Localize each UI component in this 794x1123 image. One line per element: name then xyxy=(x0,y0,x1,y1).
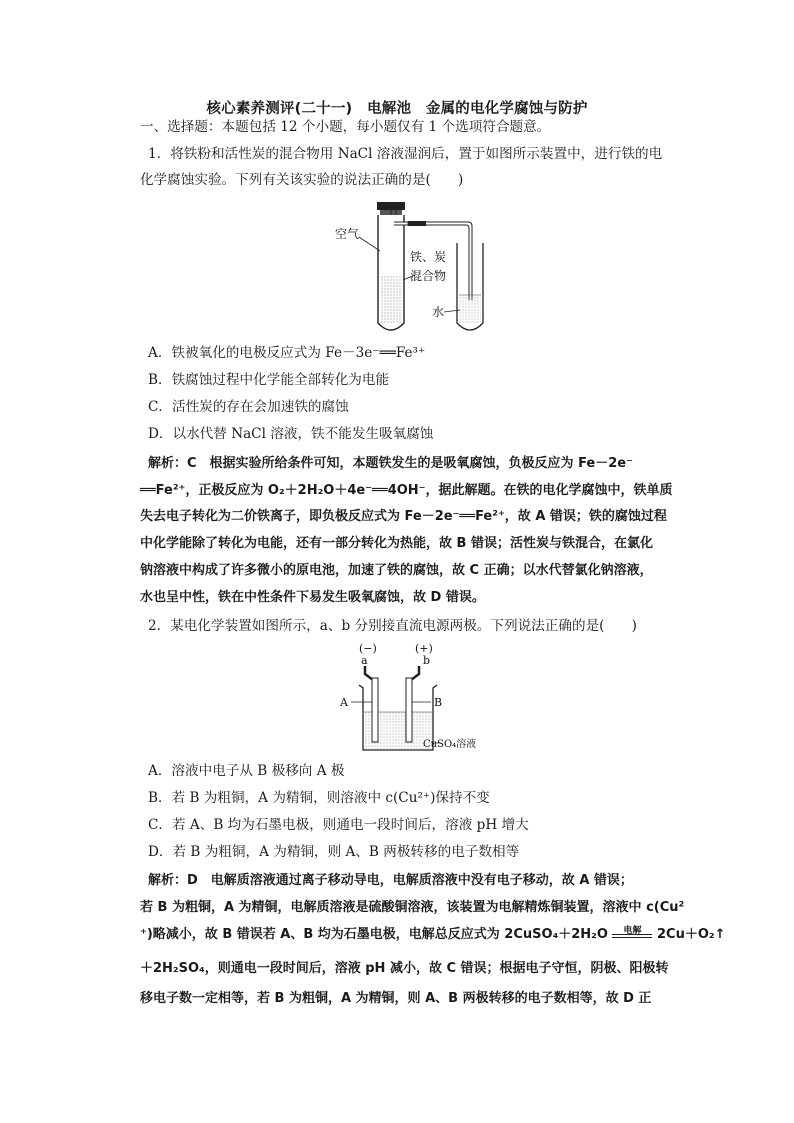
rubber-tube xyxy=(408,221,426,226)
label-A: A xyxy=(340,696,348,709)
q1-option-b: B．铁腐蚀过程中化学能全部转化为电能 xyxy=(148,372,390,388)
section-heading: 一、选择题：本题包括 12 个小题，每小题仅有 1 个选项符合题意。 xyxy=(140,119,551,135)
q2-option-c: C．若 A、B 均为石墨电极，则通电一段时间后，溶液 pH 增大 xyxy=(148,817,529,833)
q2-answer-line-2: 若 B 为粗铜，A 为精铜，电解质溶液是硫酸铜溶液，该装置为电解精炼铜装置，溶液中 c(Cu² xyxy=(140,900,685,915)
label-negative: (−) xyxy=(359,642,377,655)
page-title: 核心素养测评(二十一) 电解池 金属的电化学腐蚀与防护 xyxy=(206,101,588,117)
label-positive: (+) xyxy=(415,642,433,655)
electrode-b xyxy=(406,678,412,742)
q1-option-c: C．活性炭的存在会加速铁的腐蚀 xyxy=(148,399,349,415)
q1-answer-line-3: 失去电子转化为二价铁离子，即负极反应式为 Fe－2e⁻══Fe²⁺，故 A 错误；铁的腐蚀过程 xyxy=(140,509,667,524)
q1-answer-line-4: 中化学能除了转化为电能，还有一部分转化为热能，故 B 错误；活性炭与铁混合，在氯化 xyxy=(140,536,653,551)
q1-answer-line-5: 钠溶液中构成了许多微小的原电池，加速了铁的腐蚀，故 C 正确；以水代替氯化钠溶液， xyxy=(140,563,653,578)
q1-answer-line-2: ══Fe²⁺，正极反应为 O₂＋2H₂O＋4e⁻══4OH⁻，据此解题。在铁的电化学腐蚀中，铁单质 xyxy=(140,483,673,498)
q1-stem-line-1: 1．将铁粉和活性炭的混合物用 NaCl 溶液湿润后，置于如图所示装置中，进行铁的电 xyxy=(148,146,663,162)
q2-option-d: D．若 B 为粗铜，A 为精铜，则 A、B 两极转移的电子数相等 xyxy=(148,844,520,860)
q2-option-a: A．溶液中电子从 B 极移向 A 极 xyxy=(148,763,345,779)
label-B: B xyxy=(434,696,443,709)
q1-option-d: D．以水代替 NaCl 溶液，铁不能发生吸氧腐蚀 xyxy=(148,426,434,442)
q2-stem-line-1: 2．某电化学装置如图所示，a、b 分别接直流电源两极。下列说法正确的是( ) xyxy=(148,618,637,634)
q2-answer-line-4: ＋2H₂SO₄，则通电一段时间后，溶液 pH 减小，故 C 错误；根据电子守恒，阴极、阳极转 xyxy=(140,961,669,976)
q1-option-a: A．铁被氧化的电极反应式为 Fe－3e⁻══Fe³⁺ xyxy=(148,345,426,361)
q1-answer-line-1: 解析：C 根据实验所给条件可知，本题铁发生的是吸氧腐蚀，负极反应为 Fe－2e⁻ xyxy=(148,456,633,471)
label-mixture: 混合物 xyxy=(410,269,447,283)
electrolysis-condition: 电解 xyxy=(623,925,642,936)
label-cuso4: CuSO₄溶液 xyxy=(423,739,477,750)
electrode-a xyxy=(372,678,378,742)
q2-electrolysis-figure xyxy=(335,640,477,758)
q2-answer-line-1: 解析：D 电解质溶液通过离子移动导电，电解质溶液中没有电子移动，故 A 错误； xyxy=(148,873,633,888)
electrolysis-arrow xyxy=(612,925,652,938)
q2-answer-line-3b: 2Cu＋O₂↑ xyxy=(657,927,726,942)
q2-answer-line-5: 移电子数一定相等，若 B 为粗铜，A 为精铜，则 A、B 两极转移的电子数相等，故 D 正 xyxy=(140,991,652,1006)
q1-answer-line-6: 水也呈中性，铁在中性条件下易发生吸氧腐蚀，故 D 错误。 xyxy=(140,590,485,605)
label-water: 水 xyxy=(432,305,445,319)
label-a: a xyxy=(361,654,368,667)
q2-option-b: B．若 B 为粗铜，A 为精铜，则溶液中 c(Cu²⁺)保持不变 xyxy=(148,790,490,806)
label-air: 空气 xyxy=(335,227,360,241)
label-iron-carbon: 铁、炭 xyxy=(410,250,447,264)
q1-apparatus-figure xyxy=(330,195,500,340)
label-b: b xyxy=(423,654,431,667)
q1-stem-line-2: 化学腐蚀实验。下列有关该实验的说法正确的是( ) xyxy=(140,172,464,188)
q2-answer-line-3a: ⁺)略减小，故 B 错误若 A、B 均为石墨电极，电解总反应式为 2CuSO₄＋2H₂O xyxy=(140,927,608,942)
q2-answer-line-3 xyxy=(140,926,725,944)
